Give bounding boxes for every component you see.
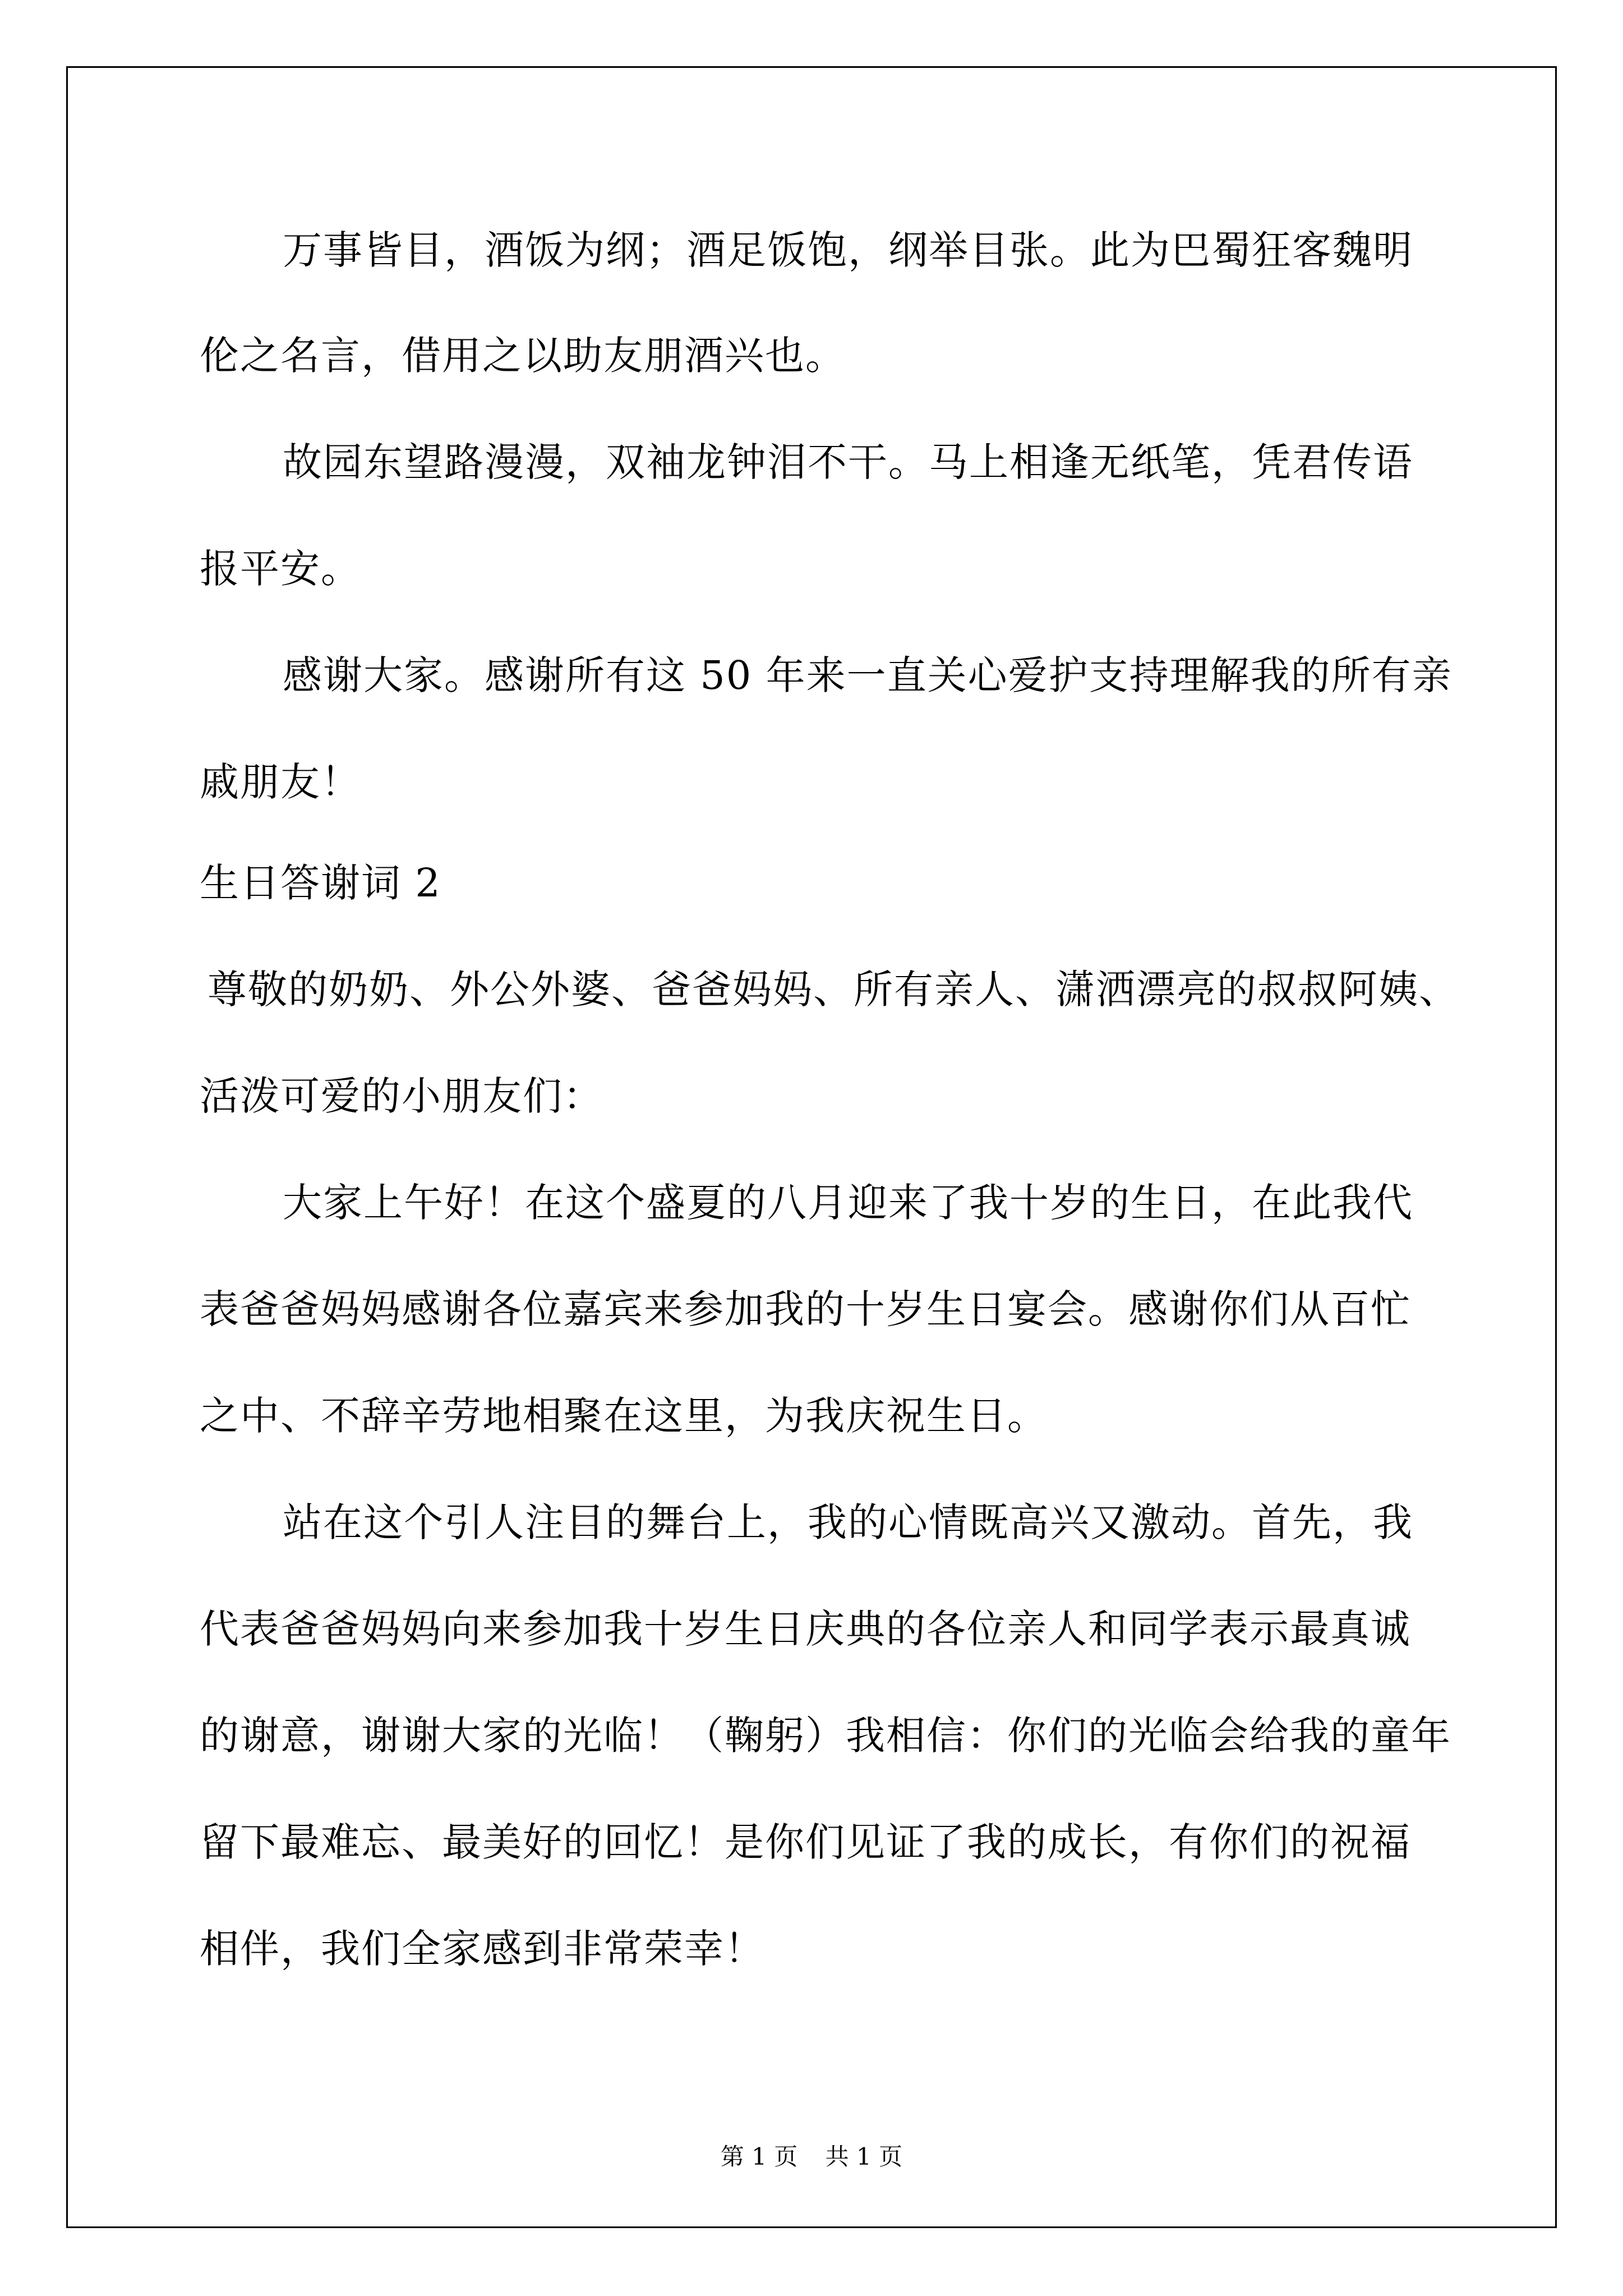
page-number: 第 1 页 [720,2143,798,2170]
salutation-line: 活泼可爱的小朋友们： [200,1073,603,1119]
paragraph-line: 表爸爸妈妈感谢各位嘉宾来参加我的十岁生日宴会。感谢你们从百忙 [200,1286,1411,1332]
paragraph-line: 戚朋友！ [200,759,361,805]
paragraph-line: 感谢大家。感谢所有这 50 年来一直关心爱护支持理解我的所有亲 [283,652,1453,698]
page-total: 共 1 页 [825,2143,903,2170]
salutation-line: 尊敬的奶奶、外公外婆、爸爸妈妈、所有亲人、潇洒漂亮的叔叔阿姨、 [208,967,1459,1013]
paragraph-line: 伦之名言，借用之以助友朋酒兴也。 [200,333,846,379]
page-border [66,66,1557,2228]
paragraph-line: 大家上午好！在这个盛夏的八月迎来了我十岁的生日，在此我代 [283,1180,1413,1226]
paragraph-line: 留下最难忘、最美好的回忆！是你们见证了我的成长，有你们的祝福 [200,1819,1411,1865]
paragraph-line: 万事皆目，酒饭为纲；酒足饭饱，纲举目张。此为巴蜀狂客魏明 [283,227,1413,273]
paragraph-line: 故园东望路漫漫，双袖龙钟泪不干。马上相逢无纸笔，凭君传语 [283,439,1413,485]
paragraph-line: 站在这个引人注目的舞台上，我的心情既高兴又激动。首先，我 [283,1499,1413,1545]
paragraph-line: 相伴，我们全家感到非常荣幸！ [200,1926,765,1972]
page-footer [0,2140,1623,2174]
paragraph-line: 之中、不辞辛劳地相聚在这里，为我庆祝生日。 [200,1393,1048,1439]
paragraph-line: 代表爸爸妈妈向来参加我十岁生日庆典的各位亲人和同学表示最真诚 [200,1606,1411,1652]
paragraph-line: 的谢意，谢谢大家的光临！（鞠躬）我相信：你们的光临会给我的童年 [200,1713,1451,1759]
paragraph-line: 报平安。 [200,546,361,592]
section-heading: 生日答谢词 2 [200,860,441,906]
